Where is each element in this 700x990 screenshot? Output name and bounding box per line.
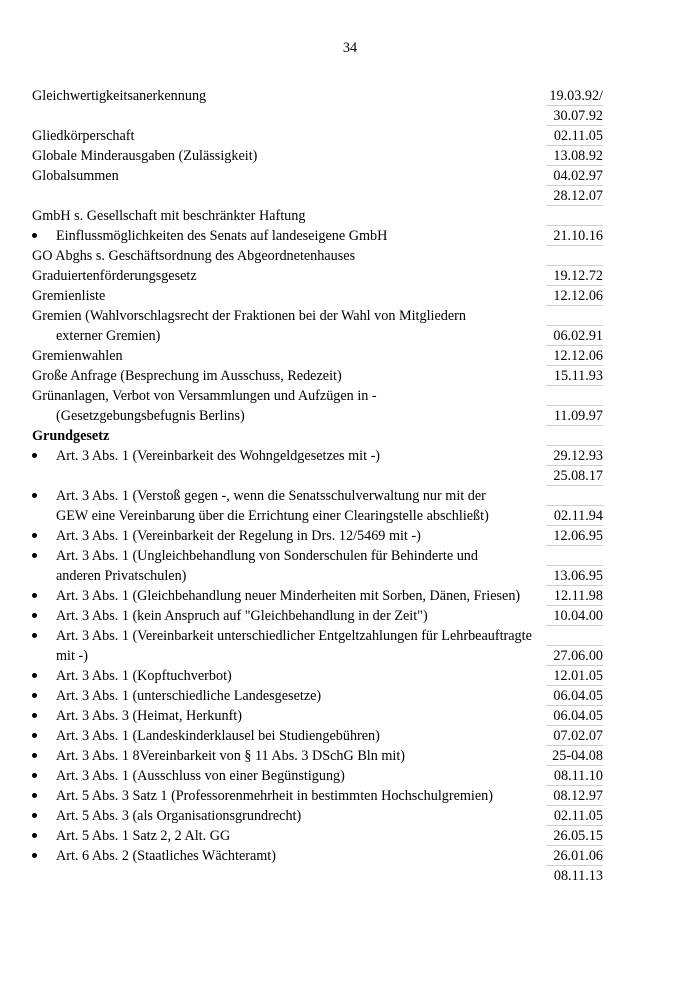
index-term-text: Art. 3 Abs. 1 8Vereinbarkeit von § 11 Abs. 3 DSchG Bln mit)	[56, 748, 406, 764]
index-subentry	[32, 446, 603, 486]
index-term-text: mit -)	[56, 648, 88, 664]
index-term	[32, 846, 546, 866]
index-subentry	[32, 546, 603, 586]
index-term-text: Globale Minderausgaben (Zulässigkeit)	[32, 148, 258, 164]
index-row	[32, 826, 603, 846]
index-term	[32, 646, 546, 666]
bullet-icon	[32, 733, 37, 738]
index-term	[32, 606, 546, 626]
index-date: 12.12.06	[546, 346, 603, 366]
index-term-text: Gremienliste	[32, 288, 106, 304]
index-term	[32, 446, 546, 466]
index-row	[32, 566, 603, 586]
index-date: 06.04.05	[546, 686, 603, 706]
index-term	[32, 286, 546, 306]
index-term	[32, 826, 546, 846]
index-subentry	[32, 786, 603, 806]
index-subentry	[32, 766, 603, 786]
index-term	[32, 366, 546, 386]
index-row	[32, 866, 603, 886]
index-row	[32, 486, 603, 506]
index-term-text: Gremien (Wahlvorschlagsrecht der Fraktionen bei der Wahl von Mitgliedern	[32, 308, 466, 324]
index-date	[546, 546, 603, 566]
bullet-icon	[32, 233, 37, 238]
index-date: 28.12.07	[546, 186, 603, 206]
index-date: 29.12.93	[546, 446, 603, 466]
index-term-text: GEW eine Vereinbarung über die Errichtung einer Clearingstelle abschließt)	[56, 508, 489, 524]
index-row	[32, 766, 603, 786]
index-date: 12.12.06	[546, 286, 603, 306]
index-term-text: GmbH s. Gesellschaft mit beschränkter Haftung	[32, 208, 306, 224]
index-date: 26.01.06	[546, 846, 603, 866]
index-subentry	[32, 846, 603, 886]
index-row	[32, 326, 603, 346]
index-date	[546, 206, 603, 226]
index-entry	[32, 126, 603, 146]
bullet-icon	[32, 673, 37, 678]
index-term	[32, 406, 546, 426]
index-term	[32, 126, 546, 146]
index-term-text: Art. 3 Abs. 1 (Gleichbehandlung neuer Minderheiten mit Sorben, Dänen, Friesen)	[56, 588, 521, 604]
index-entry	[32, 386, 603, 426]
index-term	[32, 306, 546, 326]
index-term	[32, 206, 546, 226]
bullet-icon	[32, 853, 37, 858]
index-subentry	[32, 586, 603, 606]
index-row	[32, 686, 603, 706]
index-term-text: externer Gremien)	[56, 328, 161, 344]
index-date: 21.10.16	[546, 226, 603, 246]
index-term-text: Art. 5 Abs. 3 (als Organisationsgrundrecht)	[56, 808, 302, 824]
index-subentry	[32, 686, 603, 706]
index-date	[546, 426, 603, 446]
index-date: 02.11.05	[546, 126, 603, 146]
index-row	[32, 186, 603, 206]
index-row	[32, 526, 603, 546]
index-entry	[32, 166, 603, 206]
index-heading	[32, 426, 603, 446]
index-date: 13.06.95	[546, 566, 603, 586]
bullet-icon	[32, 693, 37, 698]
index-term-text: Art. 3 Abs. 1 (Vereinbarkeit des Wohngeldgesetzes mit -)	[56, 448, 381, 464]
index-term-text: Einflussmöglichkeiten des Senats auf landeseigene GmbH	[56, 228, 388, 244]
index-term	[32, 486, 546, 506]
index-term-text: Art. 3 Abs. 1 (Vereinbarkeit der Regelung in Drs. 12/5469 mit -)	[56, 528, 421, 544]
index-subentry	[32, 706, 603, 726]
index-term-text: Globalsummen	[32, 168, 119, 184]
index-date: 08.12.97	[546, 786, 603, 806]
index-term	[32, 326, 546, 346]
index-subentry	[32, 526, 603, 546]
index-term-text: Grundgesetz	[32, 428, 110, 444]
index-term	[32, 506, 546, 526]
index-row	[32, 266, 603, 286]
index-date	[546, 386, 603, 406]
bullet-icon	[32, 773, 37, 778]
index-entry	[32, 266, 603, 286]
index-date: 25-04.08	[546, 746, 603, 766]
index-subentry	[32, 226, 603, 246]
index-date: 15.11.93	[546, 366, 603, 386]
index-term	[32, 626, 546, 646]
index-row	[32, 446, 603, 466]
index-row	[32, 646, 603, 666]
index-term	[32, 426, 546, 446]
index-date: 04.02.97	[546, 166, 603, 186]
index-date: 12.01.05	[546, 666, 603, 686]
index-term-text: Gleichwertigkeitsanerkennung	[32, 88, 207, 104]
index-subentry	[32, 826, 603, 846]
index-row	[32, 666, 603, 686]
index-row	[32, 786, 603, 806]
index-row	[32, 706, 603, 726]
bullet-icon	[32, 753, 37, 758]
index-date: 30.07.92	[546, 106, 603, 126]
index-entry	[32, 86, 603, 126]
index-term	[32, 526, 546, 546]
index-term	[32, 246, 546, 266]
index-row	[32, 586, 603, 606]
index-date: 10.04.00	[546, 606, 603, 626]
index-term-text: Art. 3 Abs. 1 (Landeskinderklausel bei Studiengebühren)	[56, 728, 380, 744]
index-subentry	[32, 606, 603, 626]
bullet-icon	[32, 493, 37, 498]
index-term-text: anderen Privatschulen)	[56, 568, 187, 584]
index-date: 06.04.05	[546, 706, 603, 726]
index-row	[32, 806, 603, 826]
index-term-text: Art. 5 Abs. 3 Satz 1 (Professorenmehrheit in bestimmten Hochschulgremien)	[56, 788, 493, 804]
index-entry	[32, 366, 603, 386]
index-term-text: Art. 3 Abs. 1 (Vereinbarkeit unterschiedlicher Entgeltzahlungen für Lehrbeauftragte	[56, 628, 532, 644]
index-row	[32, 146, 603, 166]
index-term	[32, 546, 546, 566]
index-subentry	[32, 666, 603, 686]
index-date	[546, 306, 603, 326]
index-row	[32, 846, 603, 866]
index-term	[32, 226, 546, 246]
index-list	[32, 86, 603, 886]
index-row	[32, 606, 603, 626]
bullet-icon	[32, 633, 37, 638]
bullet-icon	[32, 793, 37, 798]
index-term	[32, 146, 546, 166]
bullet-icon	[32, 613, 37, 618]
bullet-icon	[32, 453, 37, 458]
index-term	[32, 706, 546, 726]
index-term	[32, 746, 546, 766]
index-row	[32, 346, 603, 366]
index-row	[32, 366, 603, 386]
index-date: 13.08.92	[546, 146, 603, 166]
index-term-text: Art. 3 Abs. 3 (Heimat, Herkunft)	[56, 708, 242, 724]
index-term-text: Art. 5 Abs. 1 Satz 2, 2 Alt. GG	[56, 828, 231, 844]
index-term-text: Art. 6 Abs. 2 (Staatliches Wächteramt)	[56, 848, 276, 864]
bullet-icon	[32, 813, 37, 818]
index-term	[32, 806, 546, 826]
index-entry	[32, 206, 603, 226]
index-term-text: Art. 3 Abs. 1 (unterschiedliche Landesgesetze)	[56, 688, 322, 704]
index-date: 11.09.97	[546, 406, 603, 426]
index-term	[32, 166, 546, 186]
index-date: 19.12.72	[546, 266, 603, 286]
index-term	[32, 386, 546, 406]
index-date	[546, 246, 603, 266]
index-date	[546, 486, 603, 506]
index-row	[32, 386, 603, 406]
index-term	[32, 586, 546, 606]
index-term	[32, 686, 546, 706]
index-date: 26.05.15	[546, 826, 603, 846]
bullet-icon	[32, 533, 37, 538]
index-date: 06.02.91	[546, 326, 603, 346]
bullet-icon	[32, 593, 37, 598]
index-row	[32, 206, 603, 226]
index-row	[32, 246, 603, 266]
index-term	[32, 566, 546, 586]
bullet-icon	[32, 553, 37, 558]
index-row	[32, 126, 603, 146]
index-subentry	[32, 726, 603, 746]
index-entry	[32, 286, 603, 306]
bullet-icon	[32, 713, 37, 718]
index-term	[32, 766, 546, 786]
index-term-text: Gliedkörperschaft	[32, 128, 135, 144]
index-date: 02.11.05	[546, 806, 603, 826]
index-date	[546, 626, 603, 646]
index-term	[32, 786, 546, 806]
index-term	[32, 666, 546, 686]
index-date: 08.11.13	[553, 868, 603, 884]
index-date: 12.06.95	[546, 526, 603, 546]
index-row	[32, 306, 603, 326]
index-term-text: Graduiertenförderungsgesetz	[32, 268, 197, 284]
index-row	[32, 106, 603, 126]
index-subentry	[32, 806, 603, 826]
index-row	[32, 406, 603, 426]
bullet-icon	[32, 833, 37, 838]
index-date: 25.08.17	[546, 466, 603, 486]
index-date: 19.03.92/	[546, 86, 603, 106]
index-row	[32, 226, 603, 246]
index-term	[32, 346, 546, 366]
index-term-text: Art. 3 Abs. 1 (Verstoß gegen -, wenn die Senatsschulverwaltung nur mit der	[56, 488, 486, 504]
index-term	[32, 726, 546, 746]
index-entry	[32, 146, 603, 166]
index-row	[32, 426, 603, 446]
index-term-text: Art. 3 Abs. 1 (Ungleichbehandlung von Sonderschulen für Behinderte und	[56, 548, 478, 564]
index-row	[32, 726, 603, 746]
index-row	[32, 466, 603, 486]
index-date: 08.11.10	[546, 766, 603, 786]
index-term-text: GO Abghs s. Geschäftsordnung des Abgeordnetenhauses	[32, 248, 356, 264]
index-date: 07.02.07	[546, 726, 603, 746]
index-row	[32, 86, 603, 106]
index-row	[32, 626, 603, 646]
index-term	[32, 266, 546, 286]
index-term-text: Große Anfrage (Besprechung im Ausschuss, Redezeit)	[32, 368, 342, 384]
index-entry	[32, 306, 603, 346]
index-term-text: Art. 3 Abs. 1 (kein Anspruch auf "Gleichbehandlung in der Zeit")	[56, 608, 428, 624]
index-row	[32, 546, 603, 566]
index-row	[32, 166, 603, 186]
index-date: 27.06.00	[546, 646, 603, 666]
index-entry	[32, 346, 603, 366]
index-row	[32, 286, 603, 306]
page-number: 34	[342, 40, 358, 56]
index-term-text: (Gesetzgebungsbefugnis Berlins)	[56, 408, 245, 424]
index-term-text: Grünanlagen, Verbot von Versammlungen und Aufzügen in -	[32, 388, 377, 404]
index-row	[32, 506, 603, 526]
index-term	[32, 86, 546, 106]
index-subentry	[32, 626, 603, 666]
index-date: 12.11.98	[546, 586, 603, 606]
index-term-text: Art. 3 Abs. 1 (Kopftuchverbot)	[56, 668, 232, 684]
index-subentry	[32, 486, 603, 526]
index-row	[32, 746, 603, 766]
index-entry	[32, 246, 603, 266]
index-term-text: Gremienwahlen	[32, 348, 123, 364]
index-term-text: Art. 3 Abs. 1 (Ausschluss von einer Begünstigung)	[56, 768, 345, 784]
index-subentry	[32, 746, 603, 766]
index-date: 02.11.94	[546, 506, 603, 526]
